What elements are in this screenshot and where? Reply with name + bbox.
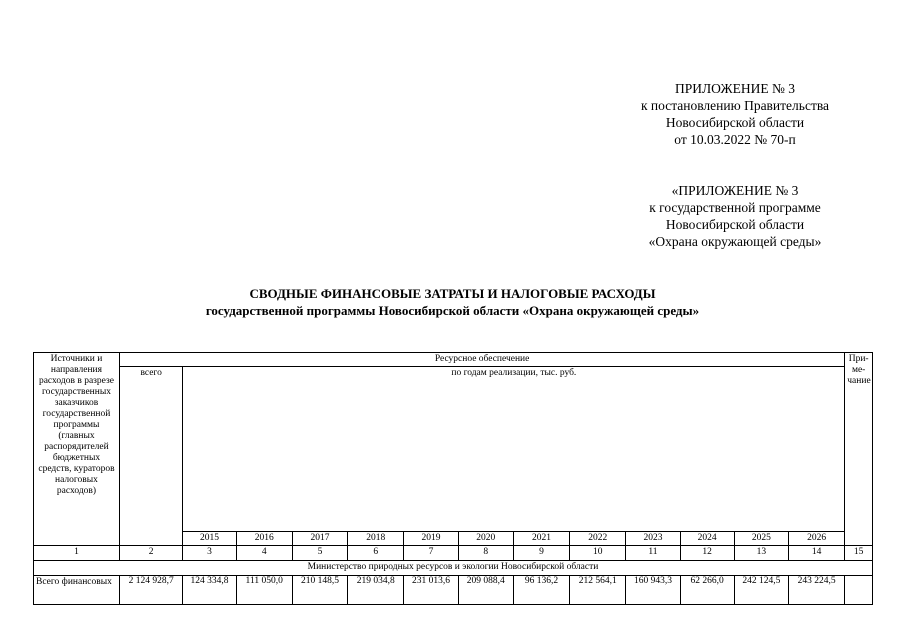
column-number-row xyxy=(34,546,873,561)
appendix-decree-line-3: Новосибирской области xyxy=(665,115,805,130)
column-number-cell: 15 xyxy=(845,546,873,561)
year-value-cell: 209 088,4 xyxy=(458,576,513,605)
year-value-cell: 219 034,8 xyxy=(348,576,404,605)
header-source-cell: Источники и направления расходов в разрезе государственных заказчиков государственной программы (главных распорядителей бюджетных средств, кураторов налоговых расходов) xyxy=(34,353,120,546)
total-row-label: Всего финансовых xyxy=(34,576,120,605)
column-number-cell: 10 xyxy=(570,546,626,561)
note-value-cell xyxy=(845,576,873,605)
column-number-cell: 4 xyxy=(236,546,292,561)
header-year-cell: 2018 xyxy=(348,532,404,546)
year-value-cell: 212 564,1 xyxy=(570,576,626,605)
year-value-cell: 243 224,5 xyxy=(789,576,845,605)
appendix-decree-block xyxy=(620,80,850,148)
header-year-cell: 2024 xyxy=(680,532,734,546)
header-year-cell: 2022 xyxy=(570,532,626,546)
header-year-cell: 2017 xyxy=(292,532,347,546)
year-value-cell: 160 943,3 xyxy=(626,576,680,605)
appendix-decree-line-2: к постановлению Правительства xyxy=(640,98,830,113)
appendix-decree-line-1: ПРИЛОЖЕНИЕ № 3 xyxy=(674,81,796,96)
column-number-cell: 6 xyxy=(348,546,404,561)
appendix-decree-line-4: от 10.03.2022 № 70-п xyxy=(674,132,796,147)
column-number-cell: 14 xyxy=(789,546,845,561)
header-year-cell: 2015 xyxy=(183,532,236,546)
column-number-cell: 1 xyxy=(34,546,120,561)
header-year-cell: 2021 xyxy=(513,532,569,546)
column-number-cell: 13 xyxy=(734,546,788,561)
column-number-cell: 11 xyxy=(626,546,680,561)
document-title: СВОДНЫЕ ФИНАНСОВЫЕ ЗАТРАТЫ И НАЛОГОВЫЕ РАСХОДЫ xyxy=(249,286,656,301)
header-year-cell: 2023 xyxy=(626,532,680,546)
header-year-cell: 2016 xyxy=(236,532,292,546)
financial-costs-table xyxy=(33,352,873,605)
header-by-years-cell: по годам реализации, тыс. руб. xyxy=(183,367,845,532)
header-total-cell: всего xyxy=(119,367,182,546)
column-number-cell: 2 xyxy=(119,546,182,561)
document-subtitle: государственной программы Новосибирской области «Охрана окружающей среды» xyxy=(205,303,700,318)
year-value-cell: 231 013,6 xyxy=(404,576,458,605)
year-value-cell: 242 124,5 xyxy=(734,576,788,605)
column-number-cell: 7 xyxy=(404,546,458,561)
appendix-program-line-2: к государственной программе xyxy=(649,200,821,215)
year-value-cell: 111 050,0 xyxy=(236,576,292,605)
column-number-cell: 12 xyxy=(680,546,734,561)
appendix-program-line-3: Новосибирской области xyxy=(665,217,805,232)
header-year-cell: 2019 xyxy=(404,532,458,546)
year-value-cell: 124 334,8 xyxy=(183,576,236,605)
header-year-cell: 2025 xyxy=(734,532,788,546)
appendix-program-block xyxy=(620,182,850,250)
appendix-program-line-4: «Охрана окружающей среды» xyxy=(648,234,822,249)
header-year-cell: 2020 xyxy=(458,532,513,546)
column-number-cell: 9 xyxy=(513,546,569,561)
total-row xyxy=(34,576,873,605)
column-number-cell: 5 xyxy=(292,546,347,561)
header-note-cell: При-ме-чание xyxy=(845,353,873,546)
header-resources-cell: Ресурсное обеспечение xyxy=(119,353,844,367)
column-number-cell: 8 xyxy=(458,546,513,561)
department-cell: Министерство природных ресурсов и экологии Новосибирской области xyxy=(34,561,873,576)
header-year-cell: 2026 xyxy=(789,532,845,546)
department-row xyxy=(34,561,873,576)
year-value-cell: 210 148,5 xyxy=(292,576,347,605)
year-value-cell: 62 266,0 xyxy=(680,576,734,605)
year-value-cell: 96 136,2 xyxy=(513,576,569,605)
column-number-cell: 3 xyxy=(183,546,236,561)
appendix-program-line-1: «ПРИЛОЖЕНИЕ № 3 xyxy=(671,183,799,198)
total-value-cell: 2 124 928,7 xyxy=(119,576,182,605)
